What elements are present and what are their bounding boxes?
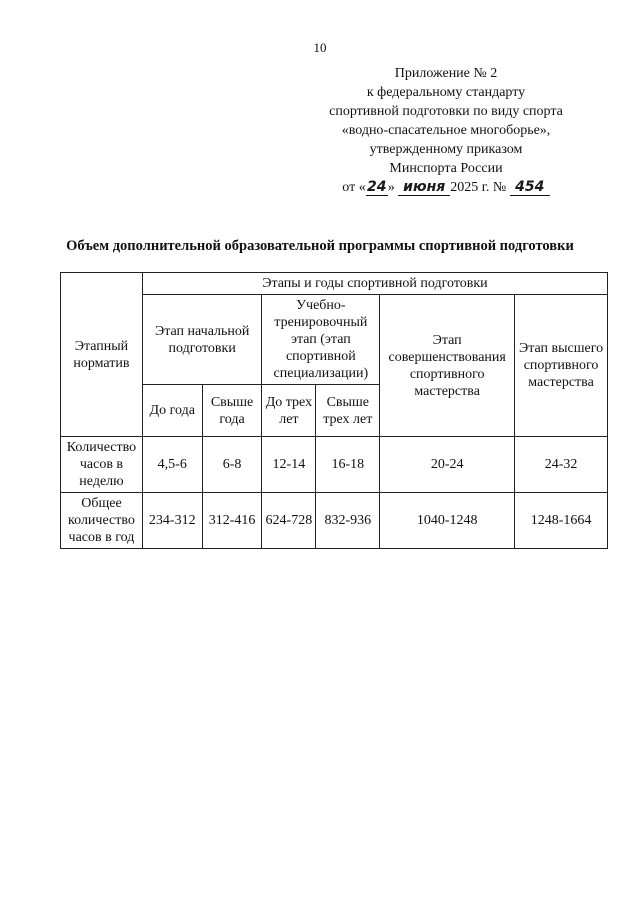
years-training-1-cell: До трех лет <box>262 385 316 437</box>
stage-training-cell: Учебно-тренировочный этап (этап спортивной специализации) <box>262 295 380 385</box>
table-row <box>61 437 608 493</box>
norm-header-cell: Этапный норматив <box>61 273 143 437</box>
date-year-text: 2025 г. № <box>450 180 507 195</box>
date-month-handwritten: июня <box>398 180 450 196</box>
approval-line: Приложение № 2 <box>394 66 498 81</box>
approval-line: утвержденному приказом <box>369 142 523 157</box>
approval-line: Минспорта России <box>389 161 503 176</box>
table-cell: 312-416 <box>202 493 262 549</box>
table-cell: 1248-1664 <box>515 493 608 549</box>
stage-names-row <box>61 295 608 385</box>
stage-initial-cell: Этап начальной подготовки <box>142 295 262 385</box>
years-initial-1-cell: До года <box>142 385 202 437</box>
order-number-handwritten: 454 <box>510 180 550 196</box>
table-cell: 20-24 <box>380 437 515 493</box>
approval-date-line <box>296 178 596 197</box>
date-day-handwritten: 24 <box>366 179 387 195</box>
table-row <box>61 493 608 549</box>
program-volume-table <box>60 272 608 549</box>
table-cell: 832-936 <box>316 493 380 549</box>
table-cell: 1040-1248 <box>380 493 515 549</box>
table-header-row <box>61 273 608 295</box>
stage-improvement-cell: Этап совершенствования спортивного мастерства <box>380 295 515 437</box>
approval-line: спортивной подготовки по виду спорта <box>329 104 563 119</box>
table-cell: 234-312 <box>142 493 202 549</box>
approval-block <box>296 64 596 197</box>
row-label-cell: Общее количество часов в год <box>61 493 143 549</box>
page-number: 10 <box>313 40 327 55</box>
date-day-close: » <box>387 180 395 195</box>
table-cell: 12-14 <box>262 437 316 493</box>
approval-line: «водно-спасательное многоборье», <box>341 123 551 138</box>
table-cell: 16-18 <box>316 437 380 493</box>
document-title: Объем дополнительной образовательной программы спортивной подготовки <box>66 238 574 254</box>
row-label-cell: Количество часов в неделю <box>61 437 143 493</box>
table-cell: 6-8 <box>202 437 262 493</box>
table-cell: 4,5-6 <box>142 437 202 493</box>
date-prefix: от « <box>342 180 366 195</box>
stage-higher-cell: Этап высшего спортивного мастерства <box>515 295 608 437</box>
years-initial-2-cell: Свыше года <box>202 385 262 437</box>
table-cell: 624-728 <box>262 493 316 549</box>
stages-header-cell: Этапы и годы спортивной подготовки <box>142 273 607 295</box>
approval-line: к федеральному стандарту <box>366 85 526 100</box>
table-cell: 24-32 <box>515 437 608 493</box>
years-training-2-cell: Свыше трех лет <box>316 385 380 437</box>
